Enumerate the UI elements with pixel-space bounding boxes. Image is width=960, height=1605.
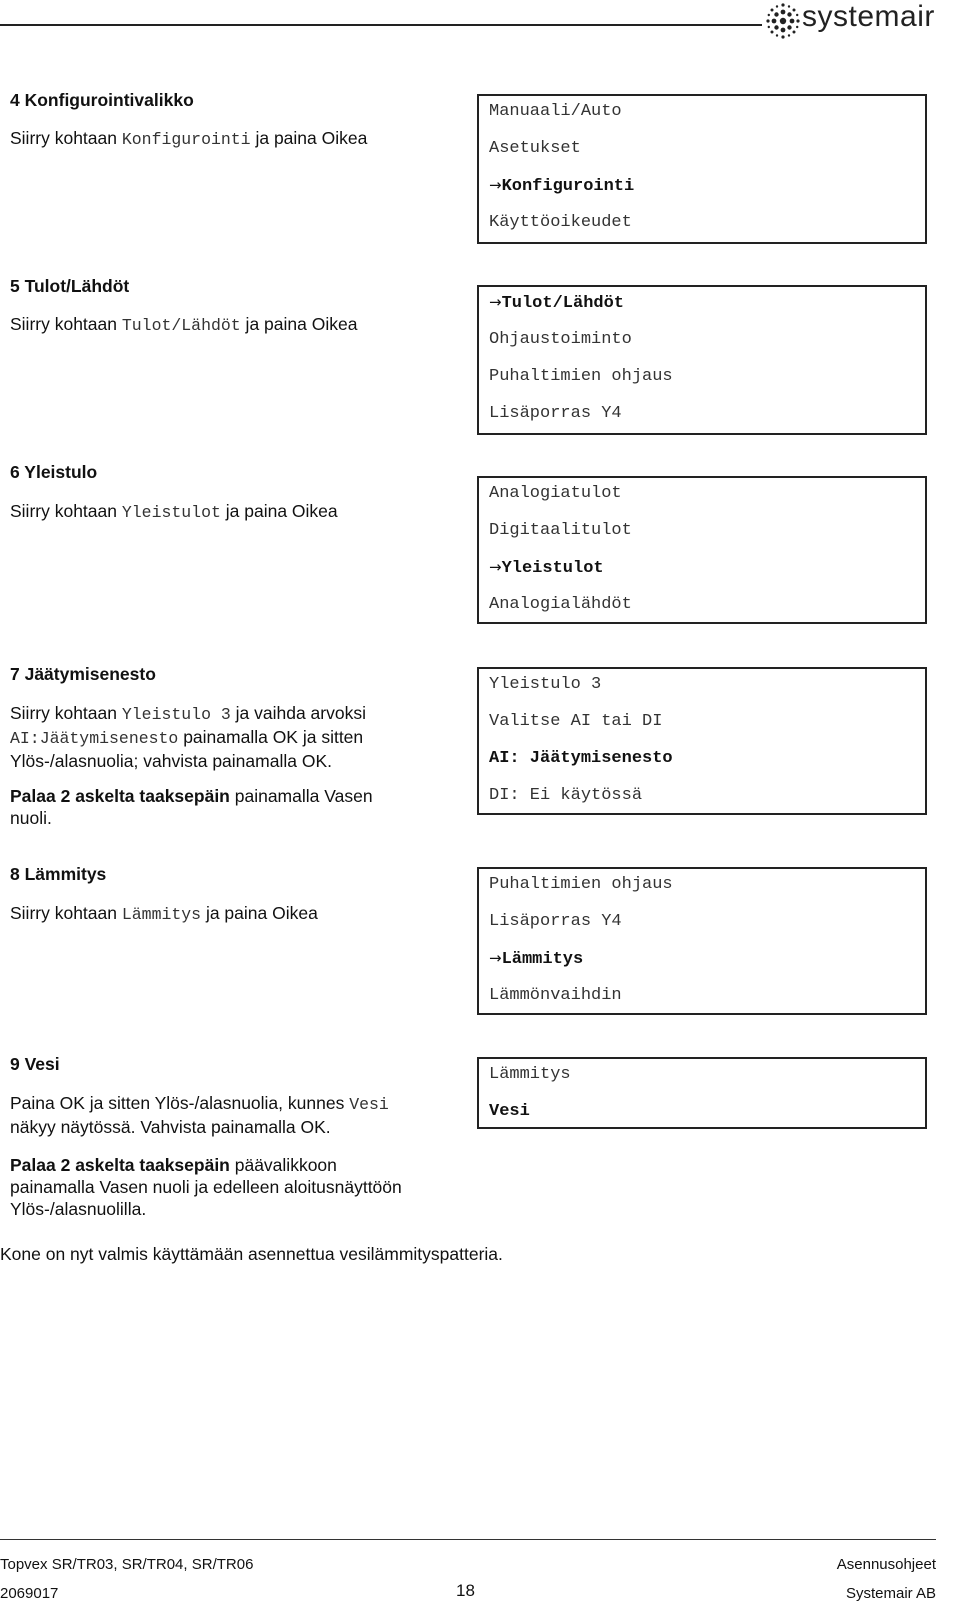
display-line: Lisäporras Y4 [489,912,622,931]
display-line: Asetukset [489,139,581,158]
footer-product: Topvex SR/TR03, SR/TR04, SR/TR06 [0,1556,254,1573]
step-8-title: 8 Lämmitys [10,864,107,884]
display-line: Analogiatulot [489,484,622,503]
closing-text: Kone on nyt valmis käyttämään asennettua vesilämmityspatteria. [0,1244,503,1264]
display-screen-step-9 [477,1057,927,1129]
page-number: 18 [456,1581,475,1600]
display-line: Puhaltimien ohjaus [489,875,673,894]
arrow-right-icon: → [489,558,502,576]
arrow-right-icon: → [489,949,502,967]
display-line: Lisäporras Y4 [489,404,622,423]
display-line-selected: Vesi [489,1102,530,1121]
display-screen-step-5 [477,285,927,435]
display-line: Ohjaustoiminto [489,330,632,349]
step-7-back-note: Palaa 2 askelta taaksepäin painamalla Vasen nuoli. [10,786,373,828]
arrow-right-icon: → [489,293,502,311]
footer-doc-type: Asennusohjeet [836,1556,936,1573]
display-screen-step-4 [477,94,927,244]
arrow-right-icon: → [489,176,502,194]
step-9-back-note: Palaa 2 askelta taaksepäin päävalikkoon painamalla Vasen nuoli ja edelleen aloitusnäyttöön Ylös-/alasnuolilla. [10,1155,402,1219]
display-line: Lämmitys [489,1065,571,1084]
step-6-title: 6 Yleistulo [10,462,98,482]
step-7-instruction: Siirry kohtaan Yleistulo 3 ja vaihda arvoksi AI:Jäätymisenesto painamalla OK ja sitten Ylös-/alasnuolia; vahvista painamalla OK. [10,703,366,771]
display-line: DI: Ei käytössä [489,786,643,805]
logo-dots-icon [766,2,800,40]
step-8-instruction: Siirry kohtaan Lämmitys ja paina Oikea [10,903,318,924]
header-rule [0,24,762,26]
display-line: Yleistulo 3 [489,675,602,694]
footer-doc-number: 2069017 [0,1585,59,1602]
display-line-selected: →Tulot/Lähdöt [489,293,624,313]
display-screen-step-6 [477,476,927,624]
display-line: Käyttöoikeudet [489,213,632,232]
display-line-selected: →Lämmitys [489,949,584,969]
footer-rule [0,1539,936,1540]
display-line: Analogialähdöt [489,595,632,614]
display-line-selected: AI: Jäätymisenesto [489,749,673,768]
step-4-instruction: Siirry kohtaan Konfigurointi ja paina Oikea [10,128,368,149]
display-line: Puhaltimien ohjaus [489,367,673,386]
display-line: Digitaalitulot [489,521,632,540]
step-5-title: 5 Tulot/Lähdöt [10,276,130,296]
step-4-title: 4 Konfigurointivalikko [10,90,194,110]
display-screen-step-8 [477,867,927,1015]
step-9-title: 9 Vesi [10,1054,60,1074]
display-line: Lämmönvaihdin [489,986,622,1005]
display-line: Manuaali/Auto [489,102,622,121]
footer-company: Systemair AB [845,1585,936,1602]
step-7-title: 7 Jäätymisenesto [10,664,156,684]
display-screen-step-7 [477,667,927,815]
step-6-instruction: Siirry kohtaan Yleistulot ja paina Oikea [10,501,338,522]
systemair-logo [766,2,946,40]
step-9-instruction: Paina OK ja sitten Ylös-/alasnuolia, kunnes Vesi näkyy näytössä. Vahvista painamalla OK. [10,1093,389,1137]
display-line-selected: →Yleistulot [489,558,604,578]
logo-text: systemair [802,0,935,33]
display-line-selected: →Konfigurointi [489,176,635,196]
display-line: Valitse AI tai DI [489,712,663,731]
step-5-instruction: Siirry kohtaan Tulot/Lähdöt ja paina Oikea [10,314,358,335]
